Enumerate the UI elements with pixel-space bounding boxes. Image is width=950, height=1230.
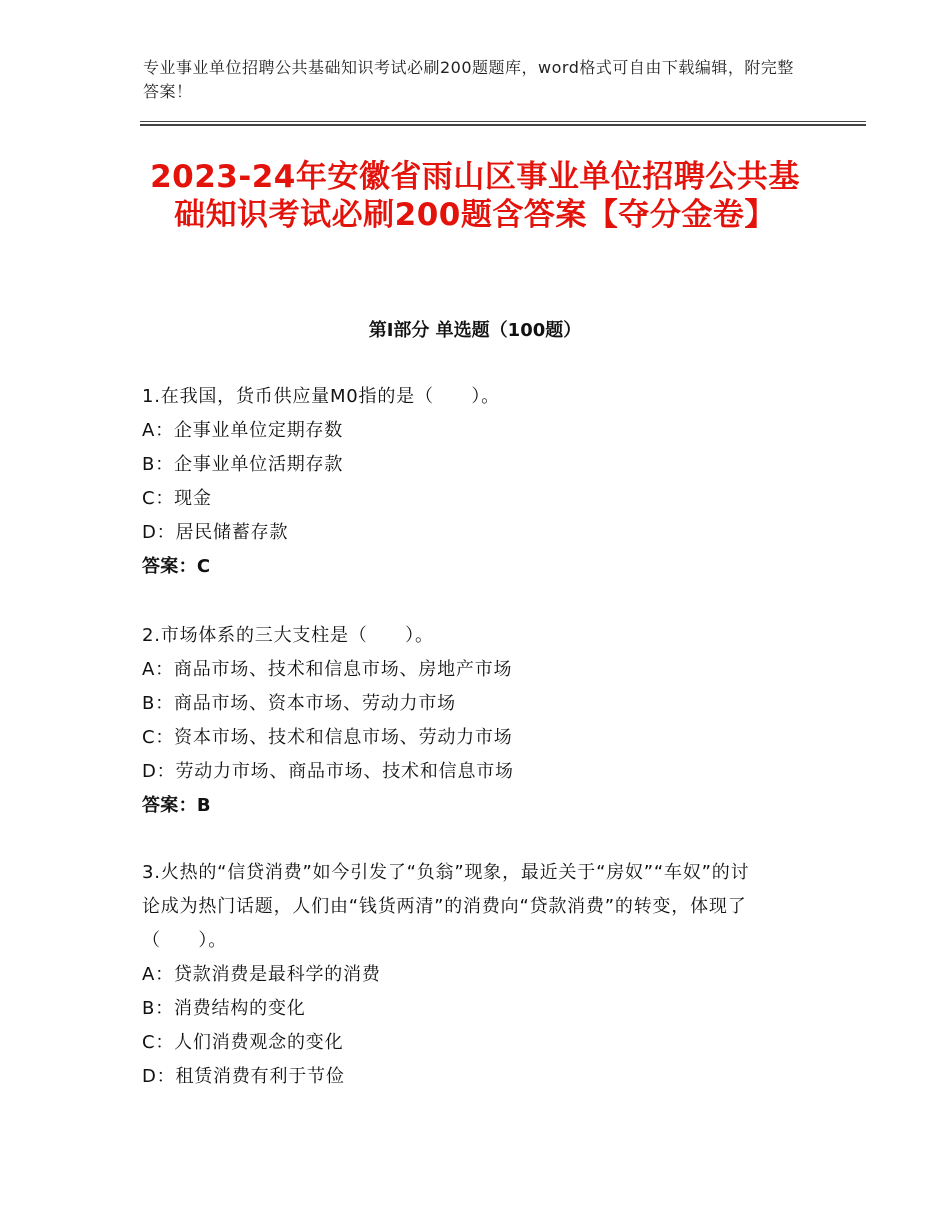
option-b: B：企事业单位活期存款 — [142, 454, 344, 475]
document-title: 2023-24年安徽省雨山区事业单位招聘公共基础知识考试必刷200题含答案【夺分金卷】 — [150, 159, 800, 233]
answer-label: 答案： — [142, 795, 197, 816]
header-divider — [140, 121, 866, 122]
option-c: C：现金 — [142, 488, 212, 509]
question-2 — [142, 619, 762, 823]
question-stem: 1.在我国，货币供应量M0指的是（ ）。 — [142, 386, 500, 407]
option-d: D：租赁消费有利于节俭 — [142, 1066, 345, 1087]
answer-label: 答案： — [142, 556, 197, 577]
section-title: 第Ⅰ部分 单选题（100题） — [368, 320, 582, 341]
question-3 — [142, 856, 762, 1094]
option-b: B：商品市场、资本市场、劳动力市场 — [142, 693, 456, 714]
option-a: A：企事业单位定期存数 — [142, 420, 344, 441]
answer-line — [142, 789, 762, 823]
question-stem: 3.火热的“信贷消费”如今引发了“负翁”现象，最近关于“房奴”“车奴”的讨论成为热门话题，人们由“钱货两清”的消费向“贷款消费”的转变，体现了（ ）。 — [142, 862, 750, 951]
answer-value: B — [196, 795, 211, 816]
answer-line — [142, 550, 762, 584]
question-stem: 2.市场体系的三大支柱是（ ）。 — [142, 625, 434, 646]
option-c: C：人们消费观念的变化 — [142, 1032, 344, 1053]
question-1 — [142, 380, 762, 584]
header-divider-thick — [140, 124, 866, 126]
option-a: A：贷款消费是最科学的消费 — [142, 964, 381, 985]
answer-value: C — [196, 556, 211, 577]
option-a: A：商品市场、技术和信息市场、房地产市场 — [142, 659, 513, 680]
option-c: C：资本市场、技术和信息市场、劳动力市场 — [142, 727, 513, 748]
option-d: D：居民储蓄存款 — [142, 522, 289, 543]
option-b: B：消费结构的变化 — [142, 998, 306, 1019]
option-d: D：劳动力市场、商品市场、技术和信息市场 — [142, 761, 514, 782]
header-note: 专业事业单位招聘公共基础知识考试必刷200题题库，word格式可自由下载编辑，附完整答案！ — [143, 58, 794, 101]
